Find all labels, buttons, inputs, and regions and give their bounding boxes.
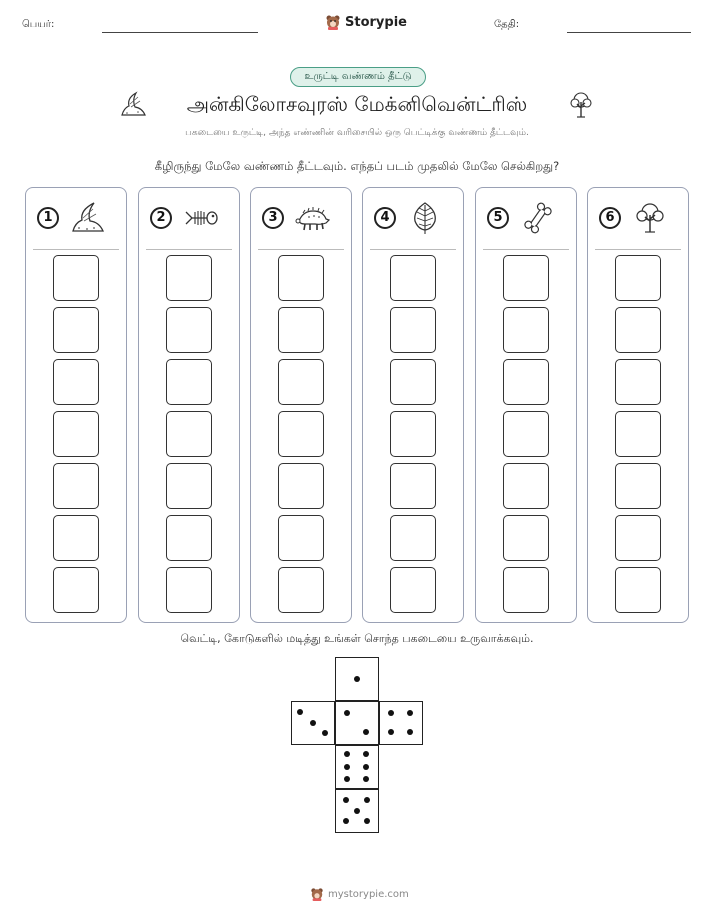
die-pip — [363, 764, 369, 770]
color-box[interactable] — [166, 307, 212, 353]
page-title: அன்கிலோசவுரஸ் மேக்னிவென்ட்ரிஸ் — [186, 92, 528, 116]
color-box[interactable] — [278, 359, 324, 405]
die-pip — [388, 710, 394, 716]
color-box[interactable] — [390, 515, 436, 561]
die-pip — [363, 776, 369, 782]
die-pip — [344, 776, 350, 782]
color-box[interactable] — [53, 567, 99, 613]
column-number-badge: 6 — [599, 207, 621, 229]
die-pip — [354, 676, 360, 682]
die-face-2 — [335, 701, 379, 745]
column-number-badge: 4 — [374, 207, 396, 229]
die-pip — [407, 710, 413, 716]
logo-text: Storypie — [345, 14, 407, 30]
column-number-badge: 2 — [150, 207, 172, 229]
color-box[interactable] — [166, 567, 212, 613]
column-header — [363, 188, 463, 250]
color-box[interactable] — [278, 515, 324, 561]
die-pip — [364, 818, 370, 824]
color-box[interactable] — [278, 463, 324, 509]
footer-url[interactable]: mystorypie.com — [328, 888, 409, 900]
die-pip — [322, 730, 328, 736]
name-label: பெயர்: — [22, 19, 55, 30]
die-pip — [344, 710, 350, 716]
die-pip — [343, 797, 349, 803]
color-box[interactable] — [615, 411, 661, 457]
column-5 — [475, 187, 577, 623]
color-box[interactable] — [615, 255, 661, 301]
column-divider — [258, 249, 344, 250]
color-box[interactable] — [166, 515, 212, 561]
die-pip — [354, 808, 360, 814]
color-box[interactable] — [166, 463, 212, 509]
color-box[interactable] — [615, 307, 661, 353]
color-box[interactable] — [390, 255, 436, 301]
column-1 — [25, 187, 127, 623]
tree-icon — [566, 90, 596, 120]
color-box[interactable] — [53, 463, 99, 509]
leaf-icon — [407, 201, 443, 235]
die-pip — [344, 764, 350, 770]
dinosaur-claw-icon — [118, 90, 148, 120]
die-face-5 — [335, 789, 379, 833]
die-pip — [343, 818, 349, 824]
activity-badge: உருட்டி வண்ணம் தீட்டு — [290, 67, 426, 87]
die-pip — [364, 797, 370, 803]
bone-icon — [520, 201, 556, 235]
die-face-3 — [291, 701, 335, 745]
color-box[interactable] — [503, 515, 549, 561]
fish-skeleton-icon — [183, 201, 219, 235]
color-box[interactable] — [503, 567, 549, 613]
color-box[interactable] — [53, 307, 99, 353]
die-pip — [388, 729, 394, 735]
footer — [310, 887, 409, 901]
color-box[interactable] — [503, 359, 549, 405]
column-header — [139, 188, 239, 250]
color-box[interactable] — [390, 307, 436, 353]
column-header — [251, 188, 351, 250]
color-box[interactable] — [166, 359, 212, 405]
column-6 — [587, 187, 689, 623]
color-box[interactable] — [278, 307, 324, 353]
date-line[interactable] — [567, 32, 691, 33]
dinosaur-claw-icon — [70, 201, 106, 235]
column-divider — [33, 249, 119, 250]
tree-icon — [632, 201, 668, 235]
color-box[interactable] — [503, 463, 549, 509]
column-number-badge: 5 — [487, 207, 509, 229]
column-header — [26, 188, 126, 250]
color-box[interactable] — [53, 515, 99, 561]
color-box[interactable] — [278, 255, 324, 301]
color-box[interactable] — [503, 255, 549, 301]
column-number-badge: 1 — [37, 207, 59, 229]
cut-instruction: வெட்டி, கோடுகளில் மடித்து உங்கள் சொந்த பகடையை உருவாக்கவும். — [180, 632, 534, 645]
color-box[interactable] — [278, 411, 324, 457]
color-box[interactable] — [503, 411, 549, 457]
instruction: கீழிருந்து மேலே வண்ணம் தீட்டவும். எந்தப் படம் முதலில் மேலே செல்கிறது? — [154, 159, 560, 173]
die-pip — [363, 751, 369, 757]
color-box[interactable] — [166, 411, 212, 457]
die-pip — [297, 709, 303, 715]
column-divider — [595, 249, 681, 250]
color-box[interactable] — [53, 255, 99, 301]
column-header — [588, 188, 688, 250]
date-label: தேதி: — [494, 19, 520, 30]
color-box[interactable] — [390, 567, 436, 613]
die-pip — [310, 720, 316, 726]
color-box[interactable] — [53, 411, 99, 457]
column-3 — [250, 187, 352, 623]
color-box[interactable] — [615, 359, 661, 405]
color-box[interactable] — [615, 567, 661, 613]
color-box[interactable] — [390, 359, 436, 405]
color-box[interactable] — [390, 411, 436, 457]
die-face-4 — [379, 701, 423, 745]
column-divider — [483, 249, 569, 250]
ankylosaurus-icon — [295, 201, 331, 235]
die-pip — [344, 751, 350, 757]
storypie-logo — [325, 14, 407, 30]
color-box[interactable] — [615, 515, 661, 561]
column-2 — [138, 187, 240, 623]
bear-logo-icon — [325, 14, 341, 30]
column-number-badge: 3 — [262, 207, 284, 229]
bear-logo-icon — [310, 887, 324, 901]
name-line[interactable] — [102, 32, 258, 33]
color-box[interactable] — [278, 567, 324, 613]
die-pip — [407, 729, 413, 735]
column-divider — [146, 249, 232, 250]
die-pip — [363, 729, 369, 735]
column-header — [476, 188, 576, 250]
column-4 — [362, 187, 464, 623]
color-box[interactable] — [166, 255, 212, 301]
color-box[interactable] — [503, 307, 549, 353]
color-box[interactable] — [390, 463, 436, 509]
die-face-6 — [335, 745, 379, 789]
color-box[interactable] — [615, 463, 661, 509]
subtitle: பகடையை உருட்டி, அந்த எண்ணின் வரிசையில் ஒரு பெட்டிக்கு வண்ணம் தீட்டவும். — [185, 128, 529, 138]
column-divider — [370, 249, 456, 250]
die-face-1 — [335, 657, 379, 701]
color-box[interactable] — [53, 359, 99, 405]
